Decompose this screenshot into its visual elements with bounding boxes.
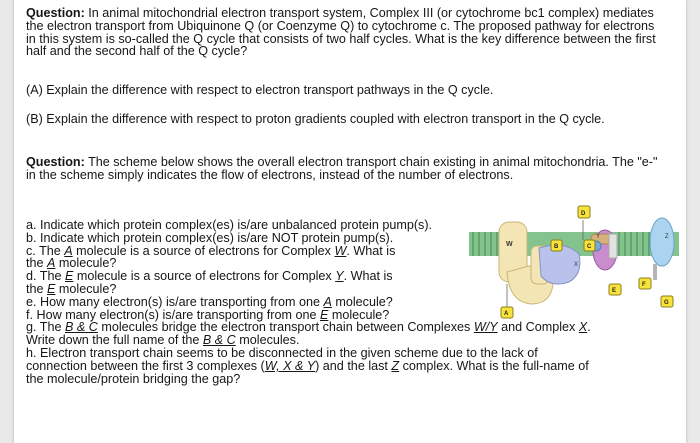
label-c: C (587, 244, 592, 250)
item-g-text4: . (587, 320, 591, 335)
item-c-w: W (334, 243, 347, 258)
item-g-text2: molecules bridge the electron transport chain between Complexes (97, 320, 474, 335)
item-h2-text: connection between the first 3 complexes ( (26, 358, 265, 373)
item-h-3: the molecule/protein bridging the gap? (26, 371, 241, 386)
item-f-e: E (319, 307, 329, 322)
item-g-bc: B & C (64, 320, 98, 335)
item-c-a: A (64, 243, 73, 258)
label-d: D (581, 211, 586, 217)
item-d-text2: molecule is a source of electrons for Complex (73, 269, 336, 284)
item-f-text2: molecule? (328, 307, 390, 322)
item-f-text: f. How many electron(s) is/are transporting from one (26, 307, 320, 322)
question-2-label: Question: (26, 155, 85, 169)
item-d2-text: the (26, 281, 48, 296)
document-page (14, 0, 686, 443)
item-d-y: Y (335, 269, 344, 284)
label-e: E (612, 288, 617, 294)
item-e-text: e. How many electron(s) is/are transporting from one (26, 294, 324, 309)
label-f: F (642, 282, 646, 288)
label-z: Z (665, 234, 669, 240)
item-e-a: A (323, 294, 332, 309)
item-g-wy: W/Y (473, 320, 498, 335)
c-connector (609, 234, 617, 258)
item-g2-text2: molecules. (235, 333, 300, 348)
label-x: X (574, 262, 579, 268)
label-y: Y (596, 234, 601, 240)
item-g-text3: and Complex (497, 320, 579, 335)
item-g-text: g. The (26, 320, 65, 335)
item-c2-text2: molecule? (55, 256, 117, 271)
part-a: (A) Explain the difference with respect to electron transport pathways in the Q cycle. (26, 83, 494, 97)
label-b: B (554, 244, 559, 250)
item-d2-e: E (47, 281, 56, 296)
item-h2-text2: ) and the last (315, 358, 392, 373)
item-d2-text2: molecule? (55, 281, 117, 296)
item-g2-bc: B & C (202, 333, 236, 348)
etc-scheme-diagram (469, 192, 679, 322)
label-a: A (504, 311, 509, 317)
item-c2-a: A (47, 256, 56, 271)
item-d-text3: . What is (343, 269, 393, 284)
complex-z (650, 218, 674, 280)
item-d-text: d. The (26, 269, 65, 284)
item-h2-text3: complex. What is the full-name of (399, 358, 589, 373)
item-c-text2: molecule is a source of electrons for Complex (72, 243, 335, 258)
question-2 (26, 156, 666, 182)
label-w: W (506, 241, 513, 248)
item-a: a. Indicate which protein complex(es) is/are unbalanced protein pump(s). (26, 218, 433, 232)
label-g: G (664, 300, 669, 306)
item-h2-wxy: W, X & Y (264, 358, 316, 373)
question-1 (26, 7, 666, 58)
item-g-x: X (578, 320, 588, 335)
item-c-text: c. The (26, 243, 65, 258)
item-d-e: E (64, 269, 74, 284)
part-b: (B) Explain the difference with respect to proton gradients coupled with electron transport in the Q cycle. (26, 112, 605, 126)
item-c2-text: the (26, 256, 48, 271)
item-e-text2: molecule? (331, 294, 393, 309)
item-b: b. Indicate which protein complex(es) is/are NOT protein pump(s). (26, 230, 394, 245)
item-h2-z: Z (391, 358, 400, 373)
item-g2-text: Write down the full name of the (26, 333, 203, 348)
item-c-text3: . What is (346, 243, 396, 258)
question-2-text: The scheme below shows the overall electron transport chain existing in animal mitochondria. The "e-" in the scheme simply indicates the flow of electrons, instead of the number of electrons. (26, 155, 658, 182)
question-1-text: In animal mitochondrial electron transport system, Complex III (or cytochrome bc1 complex) mediates the electron transport from Ubiquinone Q (or Coenzyme Q) to cytochrome c. The proposed pathway for electrons in this system is so-called the Q cycle that consists of two half cycles. What is the key difference between the first half and the second half of the Q cycle? (26, 6, 656, 59)
item-h-2 (26, 360, 666, 373)
question-1-label: Question: (26, 6, 85, 20)
item-h: h. Electron transport chain seems to be disconnected in the given scheme due to the lack of (26, 345, 538, 360)
